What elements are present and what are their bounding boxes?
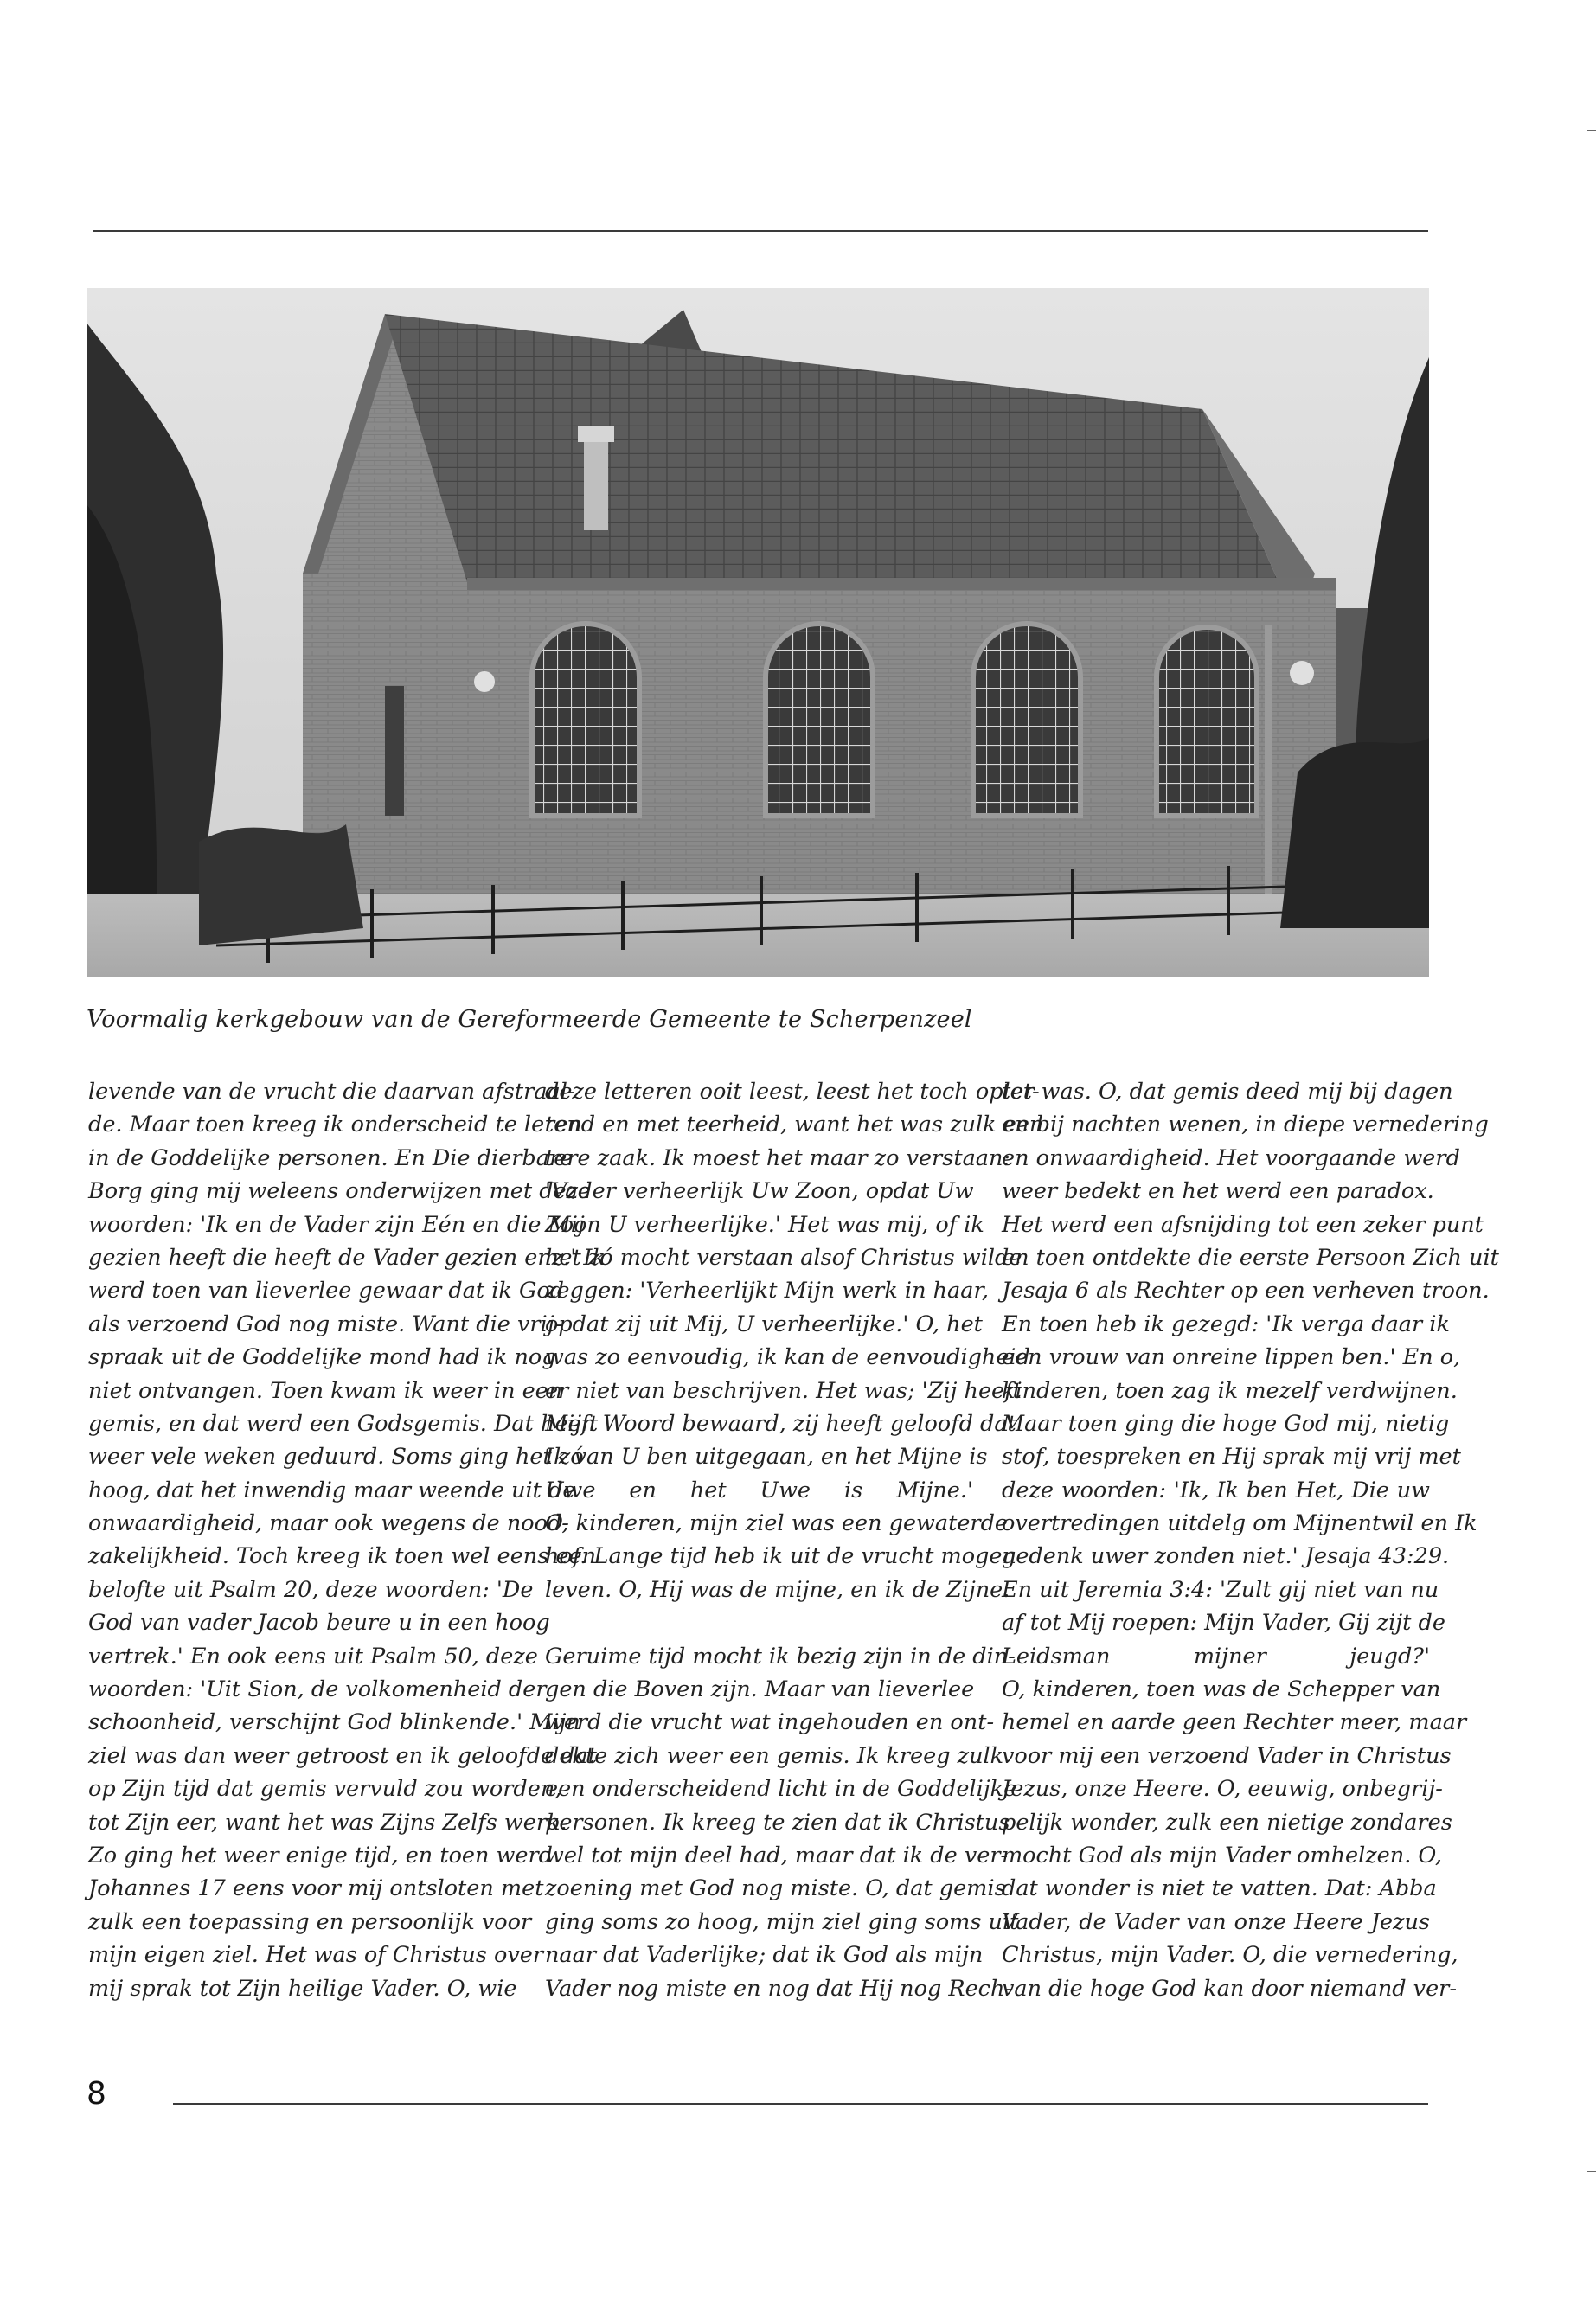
text-line: zulk een toepassing en persoonlijk voor [88,1908,532,1935]
text-line: opdat zij uit Mij, U verheerlijke.' O, het [545,1311,983,1337]
text-line: schoonheid, verschijnt God blinkende.' Mijn [88,1709,580,1736]
text-line: Johannes 17 eens voor mij ontsloten met [88,1875,544,1902]
text-line: O, kinderen, toen was de Schepper van [1002,1676,1441,1703]
text-line: Zoon U verheerlijke.' Het was mij, of ik [545,1211,984,1238]
text-line: ter was. O, dat gemis deed mij bij dagen [1002,1079,1453,1105]
text-line: als verzoend God nog miste. Want die vrij- [88,1311,562,1337]
text-line: Zo ging het weer enige tijd, en toen werd [88,1842,553,1868]
text-line: Maar toen ging die hoge God mij, nietig [1002,1410,1450,1437]
text-line: op Zijn tijd dat gemis vervuld zou worden, [88,1776,562,1803]
text-line: overtredingen uitdelg om Mijnentwil en Ik [1002,1510,1477,1537]
text-line: werd toen van lieverlee gewaar dat ik God [88,1278,565,1304]
page-number: 8 [87,2076,106,2112]
text-line: wel tot mijn deel had, maar dat ik de ver- [545,1842,1009,1868]
text-line: voor mij een verzoend Vader in Christus [1002,1742,1452,1769]
text-line: zoening met God nog miste. O, dat gemis [545,1875,1006,1902]
text-line: levende van de vrucht die daarvan afstraal- [88,1079,575,1105]
text-line: vertrek.' En ook eens uit Psalm 50, deze [88,1643,538,1670]
text-line: En uit Jeremia 3:4: 'Zult gij niet van nu [1002,1576,1439,1603]
text-line: spraak uit de Goddelijke mond had ik nog [88,1344,556,1371]
text-column-2 [545,1075,1044,2005]
text-line: tot Zijn eer, want het was Zijns Zelfs werk. [88,1809,567,1836]
crop-mark [1587,130,1596,131]
text-line: dat wonder is niet te vatten. Dat: Abba [1002,1875,1437,1902]
text-line: hof. Lange tijd heb ik uit de vrucht mogen [545,1543,1016,1570]
text-line: van die hoge God kan door niemand ver- [1002,1975,1457,2002]
text-line: Jesaja 6 als Rechter op een verheven troon. [1002,1278,1490,1304]
church-photo [87,288,1429,977]
text-line: een onderscheidend licht in de Goddelijke [545,1776,1017,1803]
footer-rule [173,2103,1428,2105]
text-line: deze woorden: 'Ik, Ik ben Het, Die uw [1002,1477,1430,1503]
text-line: gezien heeft die heeft de Vader gezien enz.' Ik [88,1244,606,1271]
text-line: O, kinderen, mijn ziel was een gewaterde [545,1510,1009,1537]
text-line: af tot Mij roepen: Mijn Vader, Gij zijt de [1002,1610,1445,1637]
text-column-1 [88,1075,606,2005]
text-line: Leidsman mijner jeugd?' [1002,1643,1430,1670]
text-line: Geruime tijd mocht ik bezig zijn in de din- [545,1643,1016,1670]
text-line: was zo eenvoudig, ik kan de eenvoudigheid [545,1344,1030,1371]
text-line: ging soms zo hoog, mijn ziel ging soms uit [545,1908,1019,1935]
text-line: mocht God als mijn Vader omhelzen. O, [1002,1842,1442,1868]
text-line: er niet van beschrijven. Het was; 'Zij heeft [545,1377,1022,1404]
text-line: tend en met teerheid, want het was zulk een [545,1112,1044,1138]
text-line: weer vele weken geduurd. Soms ging het zó [88,1444,584,1471]
text-line: God van vader Jacob beure u in een hoog [88,1610,550,1637]
text-line: Uwe en het Uwe is Mijne.' [545,1477,973,1503]
text-line: werd die vrucht wat ingehouden en ont- [545,1709,995,1736]
text-line: en toen ontdekte die eerste Persoon Zich uit [1002,1244,1499,1271]
text-line: leven. O, Hij was de mijne, en ik de Zijne. [545,1576,1010,1603]
text-line: Christus, mijn Vader. O, die vernedering, [1002,1942,1458,1969]
text-line: 'Vader verheerlijk Uw Zoon, opdat Uw [545,1178,974,1205]
text-line: Het werd een afsnijding tot een zeker punt [1002,1211,1484,1238]
text-line: woorden: 'Ik en de Vader zijn Eén en die Mij [88,1211,585,1238]
text-line: Jezus, onze Heere. O, eeuwig, onbegrij- [1002,1776,1443,1803]
text-line: Borg ging mij weleens onderwijzen met deze [88,1178,592,1205]
text-line: kinderen, toen zag ik mezelf verdwijnen. [1002,1377,1458,1404]
text-line: het zó mocht verstaan alsof Christus wilde [545,1244,1022,1271]
text-line: niet ontvangen. Toen kwam ik weer in een [88,1377,563,1404]
text-line: in de Goddelijke personen. En Die dierbare [88,1144,574,1171]
text-line: hoog, dat het inwendig maar weende uit de [88,1477,576,1503]
header-rule [93,230,1428,232]
text-line: deze letteren ooit leest, leest het toch oplet- [545,1079,1040,1105]
text-line: pelijk wonder, zulk een nietige zondares [1002,1809,1452,1836]
text-line: en onwaardigheid. Het voorgaande werd [1002,1144,1460,1171]
text-line: Mijn Woord bewaard, zij heeft geloofd dat [545,1410,1016,1437]
text-line: Vader, de Vader van onze Heere Jezus [1002,1908,1430,1935]
text-line: de. Maar toen kreeg ik onderscheid te leren [88,1112,582,1138]
text-line: hemel en aarde geen Rechter meer, maar [1002,1709,1467,1736]
text-line: onwaardigheid, maar ook wegens de nood- [88,1510,569,1537]
text-line: gen die Boven zijn. Maar van lieverlee [545,1676,975,1703]
text-line: stof, toespreken en Hij sprak mij vrij met [1002,1444,1461,1471]
text-line: naar dat Vaderlijke; dat ik God als mijn [545,1942,984,1969]
text-line: tere zaak. Ik moest het maar zo verstaan: [545,1144,1011,1171]
text-line: zeggen: 'Verheerlijkt Mijn werk in haar, [545,1278,989,1304]
text-line: gedenk uwer zonden niet.' Jesaja 43:29. [1002,1543,1450,1570]
text-line: mijn eigen ziel. Het was of Christus over [88,1942,544,1969]
text-line: belofte uit Psalm 20, deze woorden: 'De [88,1576,534,1603]
text-line: ziel was dan weer getroost en ik geloofde dat [88,1742,597,1769]
crop-mark [1587,2171,1596,2172]
text-line: Vader nog miste en nog dat Hij nog Rech- [545,1975,1012,2002]
text-line: mij sprak tot Zijn heilige Vader. O, wie [88,1975,517,2002]
photo-caption: Voormalig kerkgebouw van de Gereformeerde Gemeente te Scherpenzeel [87,1006,972,1033]
text-line: een vrouw van onreine lippen ben.' En o, [1002,1344,1461,1371]
text-line: personen. Ik kreeg te zien dat ik Christus [545,1809,1010,1836]
text-column-3 [1002,1075,1499,2005]
text-line: gemis, en dat werd een Godsgemis. Dat heeft [88,1410,599,1437]
text-line: woorden: 'Uit Sion, de volkomenheid der [88,1676,547,1703]
text-line: dekte zich weer een gemis. Ik kreeg zulk [545,1742,1004,1769]
text-line: zakelijkheid. Toch kreeg ik toen wel eens een [88,1543,597,1570]
text-line: En toen heb ik gezegd: 'Ik verga daar ik [1002,1311,1450,1337]
text-line: weer bedekt en het werd een paradox. [1002,1178,1434,1205]
text-line: Ik van U ben uitgegaan, en het Mijne is [545,1444,988,1471]
text-line: en bij nachten wenen, in diepe vernedering [1002,1112,1489,1138]
paragraph-gap [545,1606,973,1639]
